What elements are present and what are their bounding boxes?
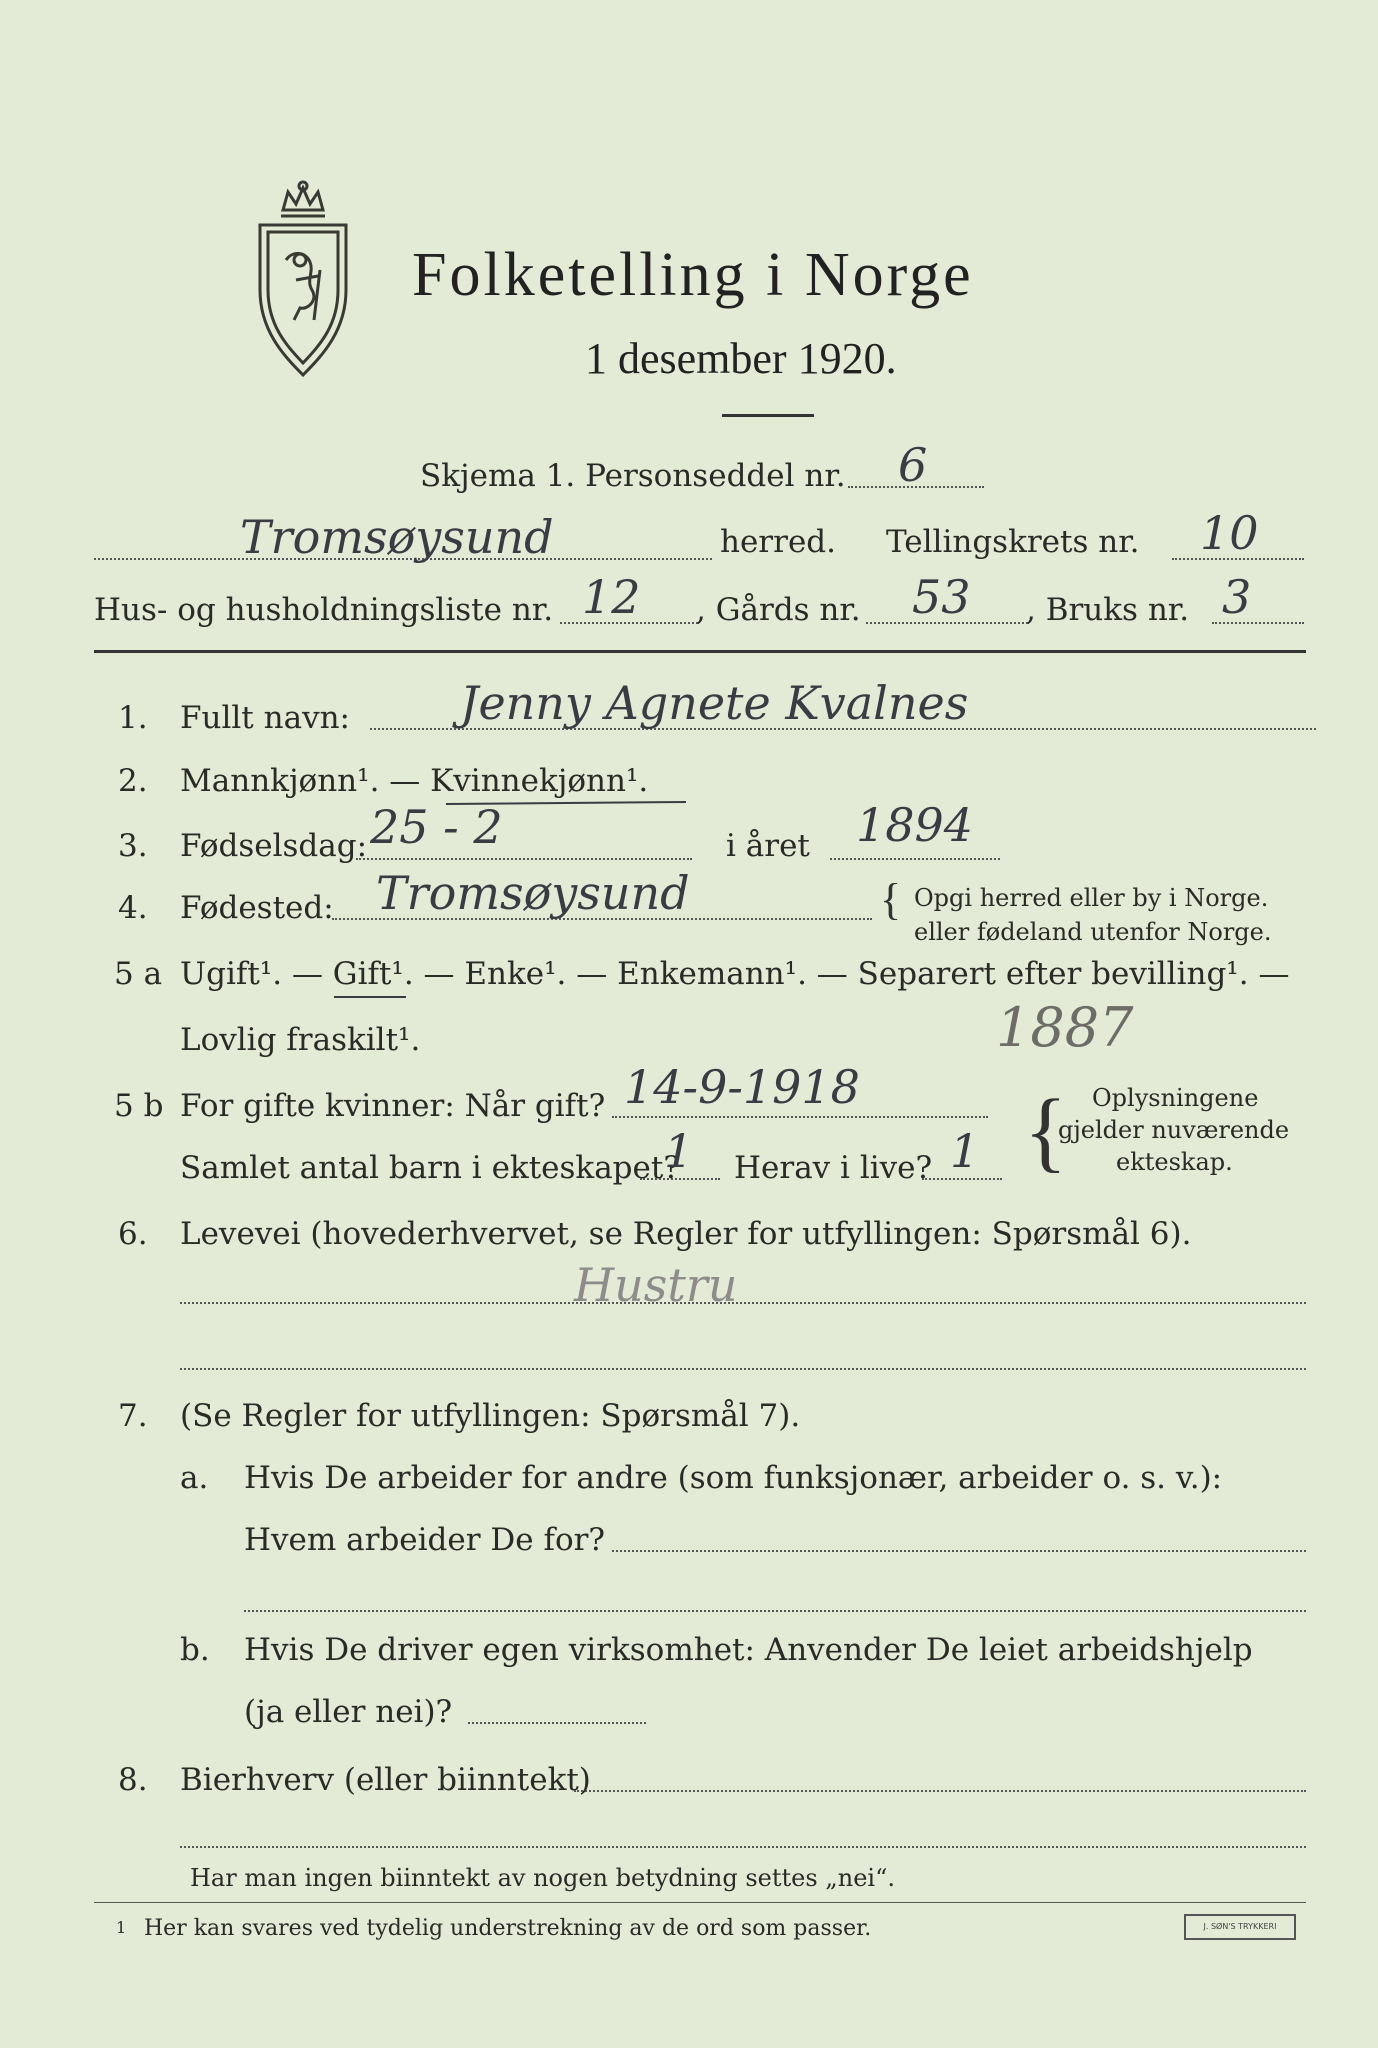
q8-number: 8. — [118, 1762, 148, 1798]
q3-label: Fødselsdag: — [180, 828, 368, 864]
q5a-number: 5 a — [114, 956, 163, 992]
gards-value: 53 — [912, 570, 971, 624]
printer-stamp-text: J. SØN'S TRYKKERI — [1203, 1922, 1277, 1931]
q4-brace: { — [880, 875, 902, 924]
q7b-line1: Hvis De driver egen virksomhet: Anvender De leiet arbeidshjelp — [244, 1632, 1253, 1668]
q8-label: Bierhverv (eller biinntekt) — [180, 1762, 591, 1798]
q8-note: Har man ingen biinntekt av nogen betydning settes „nei“. — [190, 1864, 895, 1892]
q2-number: 2. — [118, 763, 148, 799]
q5b-note-1: Oplysningene — [1092, 1084, 1259, 1112]
q5b-field-line — [612, 1116, 988, 1118]
q5b-number: 5 b — [114, 1088, 164, 1124]
herred-label: herred. — [720, 524, 836, 560]
footnote-mark: 1 — [116, 1918, 127, 1937]
q7a-field-line-1 — [612, 1550, 1306, 1552]
norway-coat-of-arms-icon — [248, 180, 358, 380]
q5b-children-value: 1 — [664, 1124, 694, 1178]
q4-note-2: eller fødeland utenfor Norge. — [914, 918, 1272, 946]
schema-value: 6 — [898, 438, 928, 492]
q5b-children-field-line — [640, 1178, 720, 1180]
q3-year-field-line — [830, 858, 1000, 860]
header-rule — [94, 650, 1306, 653]
herred-value: Tromsøysund — [240, 510, 554, 564]
q4-note-1: Opgi herred eller by i Norge. — [914, 884, 1269, 912]
q4-number: 4. — [118, 890, 148, 926]
title-divider — [722, 414, 814, 417]
footnote-rule — [94, 1902, 1306, 1903]
husliste-value: 12 — [582, 570, 641, 624]
gards-label: , Gårds nr. — [696, 592, 861, 628]
form-subtitle: 1 desember 1920. — [585, 334, 897, 383]
q5b-value: 14-9-1918 — [624, 1060, 860, 1114]
q5b-alive-field-line — [922, 1178, 1002, 1180]
q6-field-line-2 — [180, 1368, 1306, 1370]
q3-year-value: 1894 — [856, 798, 974, 852]
q3-value: 25 - 2 — [370, 800, 503, 854]
q7b-line2: (ja eller nei)? — [244, 1694, 453, 1730]
q7b-field-line — [468, 1722, 646, 1724]
q4-value: Tromsøysund — [376, 866, 690, 920]
q3-number: 3. — [118, 828, 148, 864]
q5b-brace: { — [1024, 1082, 1068, 1181]
form-title: Folketelling i Norge — [412, 241, 974, 309]
schema-label: Skjema 1. Personseddel nr. — [420, 458, 846, 494]
q6-value: Hustru — [574, 1258, 738, 1312]
q5b-children-label: Samlet antal barn i ekteskapet? — [180, 1150, 680, 1186]
footnote-text: Her kan svares ved tydelig understrekning av de ord som passer. — [144, 1916, 872, 1941]
q7-label: (Se Regler for utfyllingen: Spørsmål 7). — [180, 1398, 801, 1434]
q7a-number: a. — [180, 1460, 209, 1496]
q7-number: 7. — [118, 1398, 148, 1434]
q5a-annotation: 1887 — [996, 996, 1134, 1059]
q7a-field-line-2 — [244, 1610, 1306, 1612]
bruks-label: , Bruks nr. — [1026, 592, 1190, 628]
q5b-alive-value: 1 — [950, 1124, 980, 1178]
tellingskrets-label: Tellingskrets nr. — [886, 524, 1140, 560]
q3-field-line — [356, 858, 692, 860]
q5b-label: For gifte kvinner: Når gift? — [180, 1088, 606, 1124]
q7a-line1: Hvis De arbeider for andre (som funksjonær, arbeider o. s. v.): — [244, 1460, 1223, 1496]
q3-year-label: i året — [726, 828, 810, 864]
q5a-line2: Lovlig fraskilt¹. — [180, 1022, 421, 1058]
q6-number: 6. — [118, 1216, 148, 1252]
q8-field-line-1 — [574, 1790, 1306, 1792]
q2-label: Mannkjønn¹. — Kvinnekjønn¹. — [180, 763, 649, 799]
printer-stamp — [1184, 1914, 1296, 1940]
q5b-note-3: ekteskap. — [1116, 1148, 1233, 1176]
q5b-note-2: gjelder nuværende — [1058, 1116, 1290, 1144]
q1-number: 1. — [118, 700, 148, 736]
q5a-gift-underline — [334, 996, 406, 998]
q7b-number: b. — [180, 1632, 210, 1668]
q4-label: Fødested: — [180, 890, 334, 926]
husliste-label: Hus- og husholdningsliste nr. — [94, 592, 554, 628]
q6-field-line-1 — [180, 1302, 1306, 1304]
bruks-value: 3 — [1222, 570, 1252, 624]
q8-field-line-2 — [180, 1846, 1306, 1848]
q1-label: Fullt navn: — [180, 700, 350, 736]
q5b-alive-label: Herav i live? — [734, 1150, 933, 1186]
q1-value: Jenny Agnete Kvalnes — [460, 676, 969, 730]
q6-label: Levevei (hovederhvervet, se Regler for utfyllingen: Spørsmål 6). — [180, 1216, 1192, 1252]
q7a-line2: Hvem arbeider De for? — [244, 1522, 606, 1558]
q5a-line1: Ugift¹. — Gift¹. — Enke¹. — Enkemann¹. — Separert efter bevilling¹. — — [180, 956, 1290, 992]
tellingskrets-value: 10 — [1200, 506, 1259, 560]
